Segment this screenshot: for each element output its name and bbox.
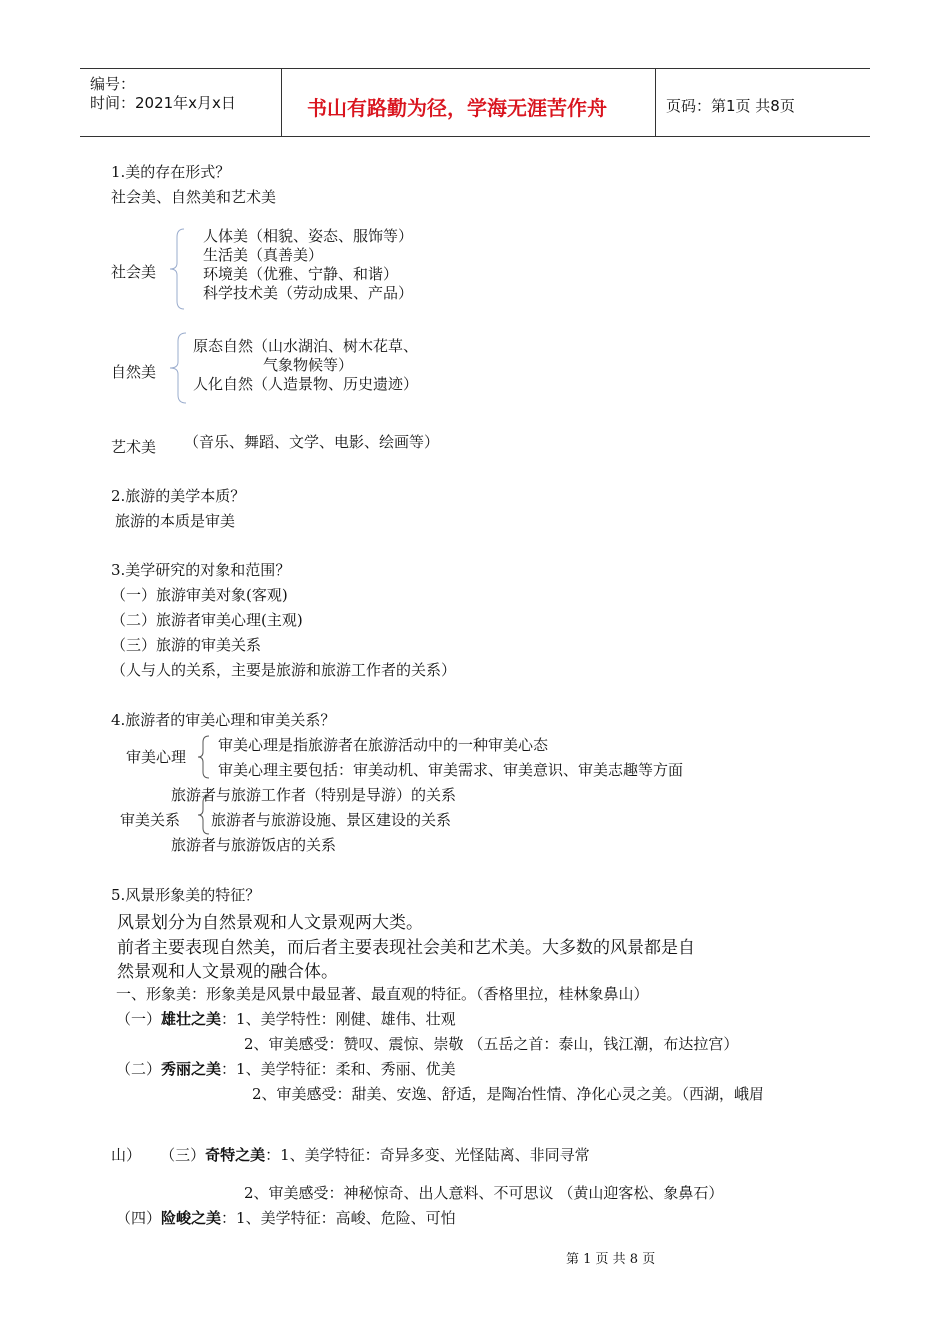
psych-item: 审美心理主要包括：审美动机、审美需求、审美意识、审美志趣等方面 (218, 761, 684, 779)
q5-section-heading (116, 1008, 456, 1029)
art-beauty-items: （音乐、舞蹈、文学、电影、绘画等） (184, 433, 440, 451)
q5-section-heading (111, 1144, 590, 1165)
q3-item: （人与人的关系，主要是旅游和旅游工作者的关系） (111, 661, 457, 679)
social-item: 环境美（优雅、宁静、和谐） (203, 265, 399, 283)
q4-title: 4.旅游者的审美心理和审美关系？ (111, 711, 336, 729)
page-footer: 第 1 页 共 8 页 (566, 1252, 656, 1267)
section-prefix: （二） (116, 1060, 162, 1078)
social-item: 人体美（相貌、姿态、服饰等） (203, 227, 414, 245)
relation-item: 旅游者与旅游饭店的关系 (171, 836, 337, 854)
q5-line: 2、审美感受：神秘惊奇、出人意料、不可思议 （黄山迎客松、象鼻石） (244, 1184, 724, 1202)
q3-item: （三）旅游的审美关系 (111, 636, 262, 654)
section-prefix: （四） (116, 1209, 162, 1227)
psych-brace-icon (197, 734, 211, 780)
header-page-info: 页码：第1页 共8页 (666, 97, 795, 115)
relation-item: 旅游者与旅游设施、景区建设的关系 (211, 811, 452, 829)
social-item: 科学技术美（劳动成果、产品） (203, 284, 414, 302)
header-divider-2 (655, 68, 656, 137)
q5-paragraph: 风景划分为自然景观和人文景观两大类。 (117, 913, 423, 933)
natural-item: 气象物候等） (263, 356, 354, 374)
header-code-label: 编号： (90, 75, 136, 93)
relation-item: 旅游者与旅游工作者（特别是导游）的关系 (171, 786, 457, 804)
section-prefix: 山） （三） (111, 1146, 206, 1164)
header-motto: 书山有路勤为径，学海无涯苦作舟 (307, 96, 607, 120)
q3-title: 3.美学研究的对象和范围？ (111, 561, 291, 579)
q3-item: （二）旅游者审美心理(主观) (111, 611, 303, 629)
q1-title: 1.美的存在形式？ (111, 163, 231, 181)
q2-title: 2.旅游的美学本质？ (111, 487, 246, 505)
natural-beauty-label: 自然美 (111, 363, 157, 381)
q5-line: 一、形象美：形象美是风景中最显著、最直观的特征。（香格里拉，桂林象鼻山） (116, 985, 649, 1003)
q5-title: 5.风景形象美的特征？ (111, 886, 261, 904)
q1-answer: 社会美、自然美和艺术美 (111, 188, 277, 206)
section-text: ：1、美学特征：高峻、危险、可怕 (221, 1209, 456, 1227)
q5-section-heading (116, 1207, 456, 1228)
header-time: 时间：2021年x月x日 (90, 94, 236, 112)
natural-item: 原态自然（山水湖泊、树木花草、 (193, 337, 419, 355)
psych-label: 审美心理 (126, 748, 187, 766)
q5-line: 2、审美感受：赞叹、震惊、崇敬 （五岳之首：泰山，钱江潮，布达拉宫） (244, 1035, 739, 1053)
q5-section-heading (116, 1058, 456, 1079)
social-brace-icon (168, 227, 186, 311)
relation-label: 审美关系 (120, 811, 181, 829)
q2-answer: 旅游的本质是审美 (115, 512, 236, 530)
q3-item: （一）旅游审美对象(客观) (111, 586, 288, 604)
social-beauty-label: 社会美 (111, 263, 157, 281)
natural-item: 人化自然（人造景物、历史遗迹） (193, 375, 419, 393)
section-name: 雄壮之美 (161, 1010, 222, 1028)
section-name: 秀丽之美 (161, 1060, 222, 1078)
header-divider-1 (281, 68, 282, 137)
art-beauty-label: 艺术美 (111, 438, 157, 456)
section-name: 奇特之美 (205, 1146, 266, 1164)
q5-paragraph: 然景观和人文景观的融合体。 (117, 962, 338, 982)
q5-line: 2、审美感受：甜美、安逸、舒适，是陶冶性情、净化心灵之美。（西湖，峨眉 (252, 1085, 765, 1103)
psych-item: 审美心理是指旅游者在旅游活动中的一种审美心态 (218, 736, 549, 754)
q5-paragraph: 前者主要表现自然美，而后者主要表现社会美和艺术美。大多数的风景都是自 (117, 938, 695, 958)
section-text: ：1、美学特性：刚健、雄伟、壮观 (221, 1010, 456, 1028)
section-name: 险峻之美 (161, 1209, 222, 1227)
section-text: ：1、美学特征：柔和、秀丽、优美 (221, 1060, 456, 1078)
section-prefix: （一） (116, 1010, 162, 1028)
social-item: 生活美（真善美） (203, 246, 324, 264)
natural-brace-icon (168, 331, 188, 405)
section-text: ：1、美学特征：奇异多变、光怪陆离、非同寻常 (265, 1146, 590, 1164)
header-top-border (80, 68, 870, 69)
header-bottom-border (80, 136, 870, 137)
